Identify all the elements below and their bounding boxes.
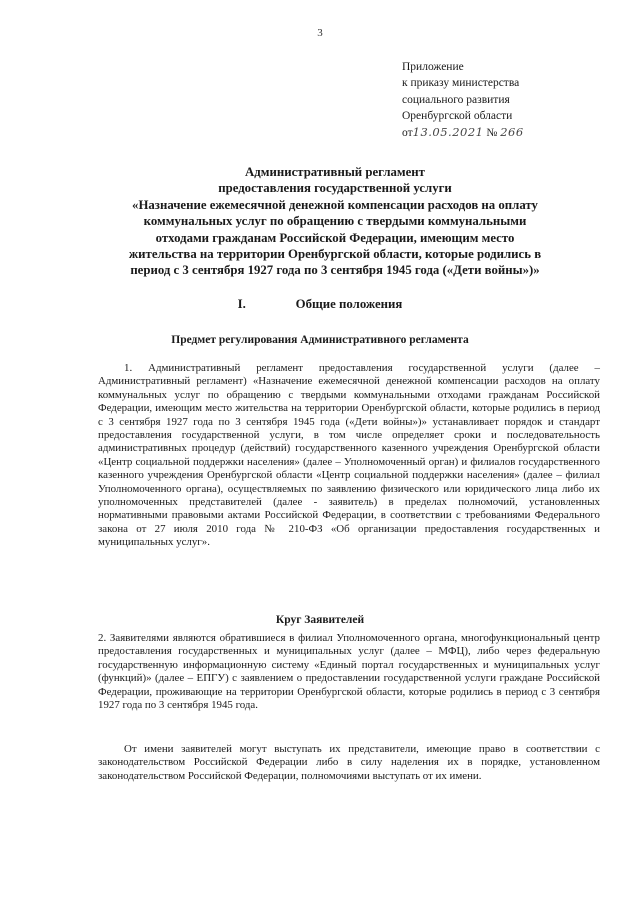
title-line: коммунальных услуг по обращению с твердыми коммунальными (143, 214, 527, 229)
date-prefix: от (402, 127, 413, 140)
appendix-line: социального развития (402, 93, 510, 106)
subheading-subject: Предмет регулирования Административного регламента (171, 334, 469, 346)
number-prefix: № (486, 127, 498, 140)
section-number: I. (237, 297, 246, 311)
title-line: период с 3 сентября 1927 года по 3 сентября 1945 года («Дети войны»)» (130, 263, 540, 278)
document-title (70, 164, 600, 279)
section-heading (0, 297, 640, 312)
page-number: 3 (317, 27, 323, 39)
handwritten-date: 13.05.2021 (412, 125, 484, 140)
appendix-block (402, 59, 602, 141)
appendix-date-line (402, 124, 602, 141)
title-line: жительства на территории Оренбургской области, которые родились в (128, 247, 542, 262)
section-name: Общие положения (295, 297, 403, 311)
appendix-line: Оренбургской области (402, 109, 513, 122)
title-line: отходами гражданам Российской Федерации, имеющим место (155, 230, 515, 245)
title-line: предоставления государственной услуги (218, 181, 452, 196)
title-line: Административный регламент (245, 165, 425, 179)
title-line: «Назначение ежемесячной денежной компенсации расходов на оплату (132, 197, 538, 212)
appendix-line: Приложение (402, 61, 464, 73)
subheading-applicants: Круг Заявителей (275, 614, 365, 626)
appendix-line: к приказу министерства (402, 77, 520, 90)
paragraph-2: 2. Заявителями являются обратившиеся в филиал Уполномоченного органа, многофункциональный центр предоставления государственных и муниципальных услуг (далее – МФЦ), либо через федеральную государственную информационную систему «Единый портал государственных и муниципальных услуг (функций)» (далее – ЕПГУ) с заявлением о предоставлении государственной услуги граждане Российской Федерации, проживающие на территории Оренбургской области, которые родились в период с 3 сентября 1927 года по 3 сентября 1945 года. (98, 632, 600, 712)
handwritten-number: 266 (500, 125, 524, 140)
paragraph-3: От имени заявителей могут выступать их представители, имеющие право в соответствии с законодательством Российской Федерации либо в силу наделения их в порядке, установленном законодательством Российской Федерации, полномочиями выступать от их имени. (98, 743, 600, 782)
paragraph-1: 1. Административный регламент предоставления государственной услуги (далее – Административный регламент) «Назначение ежемесячной денежной компенсации расходов на оплату коммунальных услуг по обращению с твердыми коммунальными отходами гражданам Российской Федерации, имеющим место жительства на территории Оренбургской области, которые родились в период с 3 сентября 1927 года по 3 сентября 1945 года («Дети войны»)» устанавливает порядок и стандарт предоставления государственной услуги, в том числе определяет сроки и последовательность административных процедур (действий) государственного казенного учреждения Оренбургской области «Центр социальной поддержки населения» (далее – Уполномоченный орган) и филиалов государственного казенного учреждения Оренбургской области «Центр социальной поддержки населения» (далее – филиал Уполномоченного органа), осуществляемых по заявлению физического или юридического лица либо их уполномоченных представителей (далее - заявитель) в пределах полномочий, установленных нормативными правовыми актами Российской Федерации, в соответствии с требованиями Федерального закона от 27 июля 2010 года № 210-ФЗ «Об организации предоставления государственных и муниципальных услуг». (98, 362, 600, 549)
